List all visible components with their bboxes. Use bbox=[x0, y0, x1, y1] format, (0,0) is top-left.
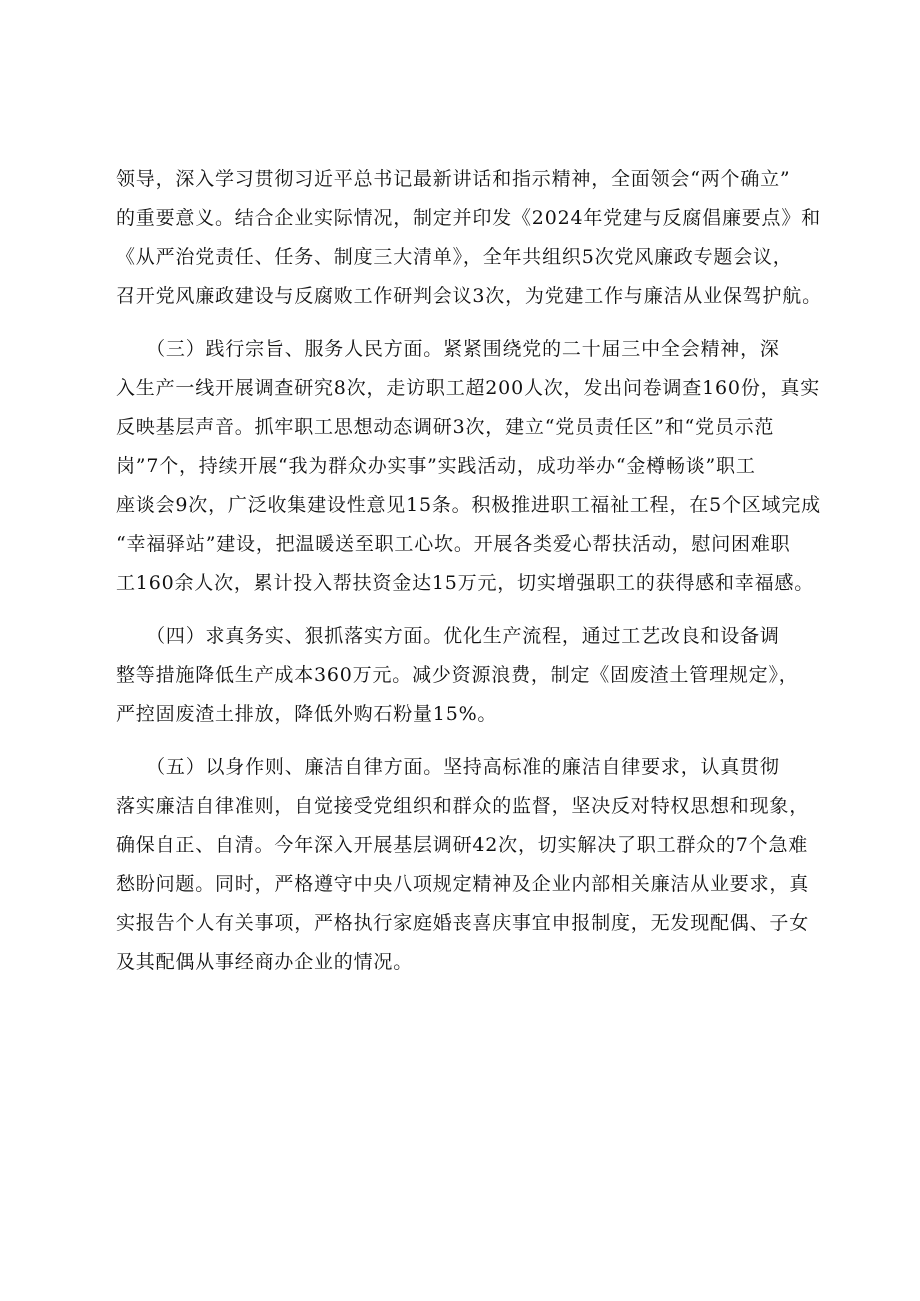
text-line: （四）求真务实、狠抓落实方面。优化生产流程，通过工艺改良和设备调 bbox=[116, 625, 780, 647]
paragraph-1 bbox=[116, 160, 822, 316]
paragraph-spacer bbox=[116, 734, 816, 748]
text-line: 岗”7个，持续开展“我为群众办实事”实践活动，成功举办“金樽畅谈”职工 bbox=[116, 455, 756, 477]
text-line: 召开党风廉政建设与反腐败工作研判会议3次，为党建工作与廉洁从业保驾护航。 bbox=[116, 285, 822, 307]
paragraph-2 bbox=[116, 330, 821, 603]
text-line: 严控固废渣土排放，降低外购石粉量15%。 bbox=[116, 703, 498, 725]
text-line: 整等措施降低生产成本360万元。减少资源浪费，制定《固废渣土管理规定》， bbox=[116, 664, 799, 686]
text-line: 及其配偶从事经商办企业的情况。 bbox=[116, 951, 414, 973]
text-line: （三）践行宗旨、服务人民方面。紧紧围绕党的二十届三中全会精神，深 bbox=[116, 338, 780, 360]
text-line: （五）以身作则、廉洁自律方面。坚持高标准的廉洁自律要求，认真贯彻 bbox=[116, 756, 780, 778]
text-line: 确保自正、自清。今年深入开展基层调研42次，切实解决了职工群众的7个急难 bbox=[116, 834, 809, 856]
text-line: 的重要意义。结合企业实际情况，制定并印发《2024年党建与反腐倡廉要点》和 bbox=[116, 207, 821, 229]
text-line: 工160余人次，累计投入帮扶资金达15万元，切实增强职工的获得感和幸福感。 bbox=[116, 572, 815, 594]
text-line: 座谈会9次，广泛收集建设性意见15条。积极推进职工福祉工程，在5个区域完成 bbox=[116, 494, 821, 516]
text-line: 领导，深入学习贯彻习近平总书记最新讲话和指示精神，全面领会“两个确立” bbox=[116, 168, 791, 190]
text-line: 入生产一线开展调查研究8次，走访职工超200人次，发出问卷调查160份，真实 bbox=[116, 377, 821, 399]
text-line: 反映基层声音。抓牢职工思想动态调研3次，建立“党员责任区”和“党员示范 bbox=[116, 416, 775, 438]
text-line: 愁盼问题。同时，严格遵守中央八项规定精神及企业内部相关廉洁从业要求，真 bbox=[116, 873, 810, 895]
paragraph-4 bbox=[116, 748, 816, 982]
paragraph-spacer bbox=[116, 603, 816, 617]
text-line: 《从严治党责任、任务、制度三大清单》，全年共组织5次党风廉政专题会议， bbox=[116, 246, 793, 268]
document-body bbox=[116, 160, 822, 982]
text-line: 实报告个人有关事项，严格执行家庭婚丧喜庆事宜申报制度，无发现配偶、子女 bbox=[116, 912, 810, 934]
text-line: “幸福驿站”建设，把温暖送至职工心坎。开展各类爱心帮扶活动，慰问困难职 bbox=[116, 533, 791, 555]
paragraph-3 bbox=[116, 617, 816, 734]
text-line: 落实廉洁自律准则，自觉接受党组织和群众的监督，坚决反对特权思想和现象， bbox=[116, 795, 810, 817]
paragraph-spacer bbox=[116, 316, 816, 330]
